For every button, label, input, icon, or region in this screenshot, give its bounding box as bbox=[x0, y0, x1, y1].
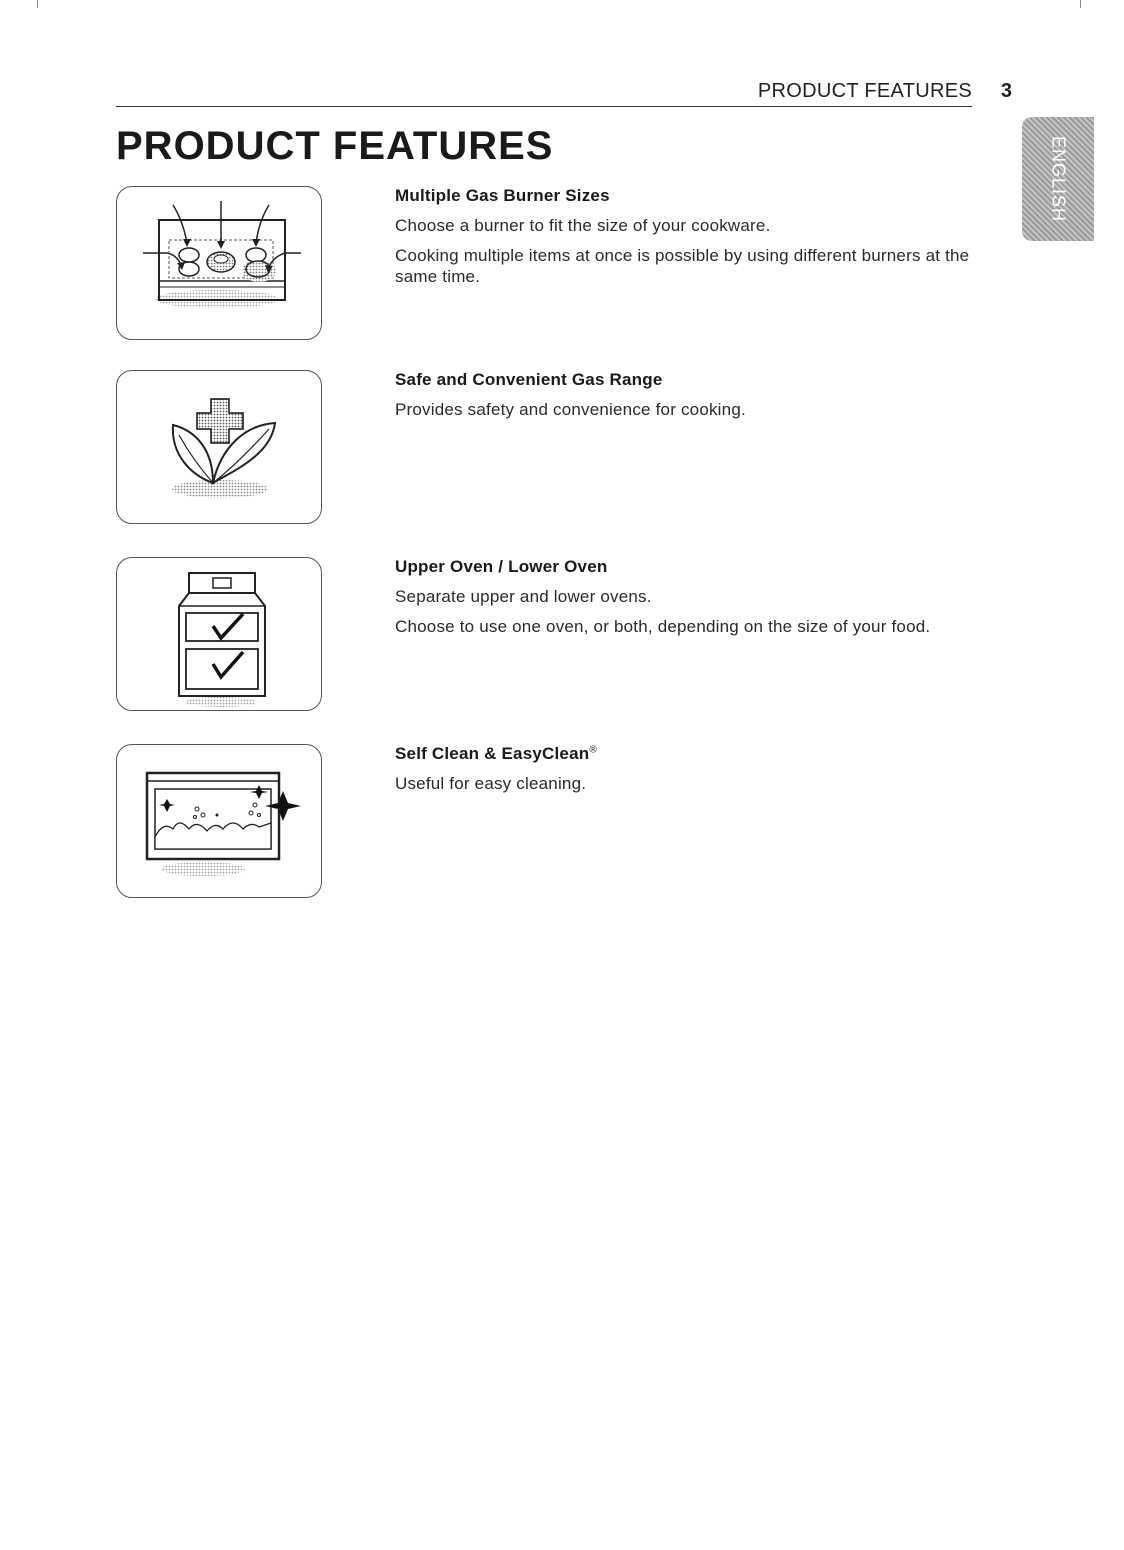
page-title: PRODUCT FEATURES bbox=[116, 124, 554, 168]
crop-mark-left bbox=[37, 0, 38, 8]
feature-icon-frame bbox=[116, 744, 322, 898]
feature-description: Choose a burner to fit the size of your cookware. bbox=[395, 216, 771, 235]
feature-text bbox=[395, 186, 1010, 296]
feature-icon-frame bbox=[116, 186, 322, 340]
language-tab-label: ENGLISH bbox=[1048, 135, 1069, 223]
registered-mark: ® bbox=[589, 744, 597, 756]
feature-description: Choose to use one oven, or both, depending on the size of your food. bbox=[395, 617, 931, 636]
gas-burners-icon bbox=[117, 187, 323, 341]
feature-description: Separate upper and lower ovens. bbox=[395, 587, 652, 606]
feature-heading: Multiple Gas Burner Sizes bbox=[395, 186, 610, 205]
crop-mark-right bbox=[1080, 0, 1081, 8]
feature-heading: Safe and Convenient Gas Range bbox=[395, 370, 663, 389]
feature-text bbox=[395, 370, 1010, 429]
language-tab bbox=[1022, 117, 1094, 241]
feature-self-clean bbox=[116, 744, 1016, 900]
feature-safe-gas-range bbox=[116, 370, 1016, 526]
feature-icon-frame bbox=[116, 370, 322, 524]
feature-description: Useful for easy cleaning. bbox=[395, 774, 587, 793]
page-number: 3 bbox=[1000, 80, 1012, 102]
feature-heading bbox=[395, 744, 1010, 764]
feature-heading: Upper Oven / Lower Oven bbox=[395, 557, 608, 576]
safety-leaf-cross-icon bbox=[117, 371, 323, 525]
feature-text bbox=[395, 557, 1010, 646]
running-header bbox=[116, 78, 1012, 108]
self-clean-oven-icon bbox=[117, 745, 323, 899]
double-oven-icon bbox=[117, 558, 323, 712]
feature-heading-text: Self Clean & EasyClean bbox=[395, 744, 590, 763]
feature-description: Provides safety and convenience for cooking. bbox=[395, 400, 746, 419]
header-rule bbox=[116, 106, 972, 107]
feature-upper-lower-oven bbox=[116, 557, 1016, 713]
feature-text bbox=[395, 744, 1010, 803]
feature-icon-frame bbox=[116, 557, 322, 711]
feature-description: Cooking multiple items at once is possible by using different burners at the same time. bbox=[395, 246, 970, 286]
feature-gas-burners bbox=[116, 186, 1016, 342]
running-section-title: PRODUCT FEATURES bbox=[757, 80, 972, 102]
